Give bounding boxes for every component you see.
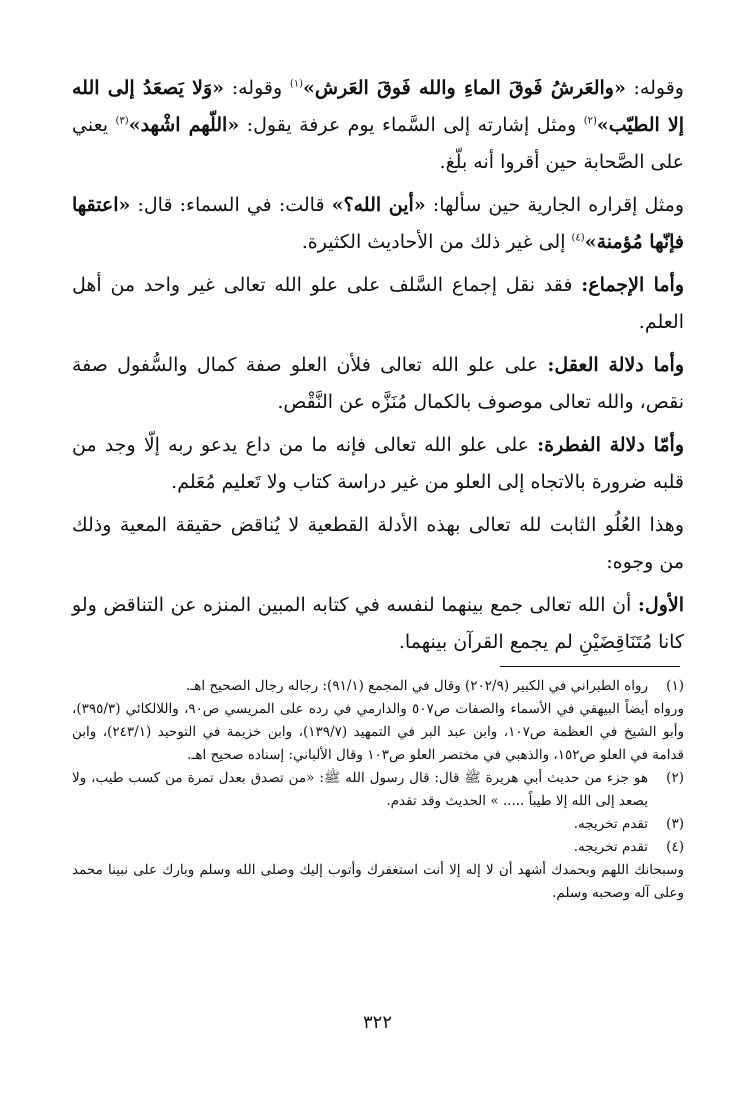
paragraph-2: ومثل إقراره الجارية حين سألها: «أين الله؟» قالت: في السماء: قال: «اعتقها فإنّها مُؤمنة»$^{(٤)}$ إلى غير ذلك من الأحاديث الكثيرة. bbox=[72, 194, 685, 253]
footnote-number: (٢) bbox=[666, 770, 684, 786]
footnote-1: (١) رواه الطبراني في الكبير (٢٠٢/٩) وقال في المجمع (٩١/١): رجاله رجال الصحيح اهـ. bbox=[72, 675, 684, 698]
paragraph-ijma: وأما الإجماع: فقد نقل إجماع السَّلف على علو الله تعالى غير واحد من أهل العلم. bbox=[72, 274, 684, 333]
footnotes bbox=[72, 675, 684, 905]
hadith-quote: «والعَرشُ فَوقَ الماءِ والله فَوقَ العَرش» bbox=[303, 77, 626, 99]
paragraph-aql: وأما دلالة العقل: على علو الله تعالى فلأن العلو صفة كمال والسُّفول صفة نقص، والله تعالى موصوف بالكمال مُنَزَّه عن النَّقْص. bbox=[72, 354, 685, 413]
paragraph-1: وقوله: «والعَرشُ فَوقَ الماءِ والله فَوقَ العَرش»$^{(١)}$ وقوله: «وَلا يَصعَدُ إلى الله إلا الطيّب»$^{(٢)}$ ومثل إشارته إلى السَّماء يوم عرفة يقول: «اللّهم اشْهد»$^{(٣)}$ يعني على الصَّحابة حين أقروا أنه بلّغ. bbox=[72, 77, 684, 173]
footnote-number: (٣) bbox=[666, 816, 684, 832]
footnote-ref[interactable]: (١) bbox=[289, 78, 304, 90]
footnote-ref[interactable]: (٢) bbox=[583, 115, 597, 127]
footnote-number: (١) bbox=[666, 678, 684, 694]
main-text bbox=[72, 70, 684, 667]
section-heading: وأما دلالة العقل: bbox=[547, 354, 685, 376]
paragraph-6: وهذا العُلُو الثابت لله تعالى بهذه الأدلة القطعية لا يُناقض حقيقة المعية وذلك من وجوه: bbox=[72, 514, 684, 573]
section-heading: الأول: bbox=[637, 594, 684, 616]
footnote-4: (٤) تقدم تخريجه. bbox=[72, 836, 684, 859]
closing-supplication: وسبحانك اللهم وبحمدك أشهد أن لا إله إلا أنت استغفرك وأتوب إليك وصلى الله وسلم وبارك على نبينا محمد وعلى آله وصحبه وسلم. bbox=[72, 862, 684, 901]
hadith-quote: «اللّهم اشْهد» bbox=[128, 114, 240, 136]
hadith-quote: «اعتقها فإنّها مُؤمنة» bbox=[72, 194, 684, 253]
footnote-ref[interactable]: (٤) bbox=[571, 232, 585, 244]
hadith-quote: «وَلا يَصعَدُ إلى الله إلا الطيّب» bbox=[72, 77, 684, 136]
paragraph-7: الأول: أن الله تعالى جمع بينهما لنفسه في كتابه المبين المنزه عن التناقض ولو كانا مُتَنَاقِضَيْنِ لم يجمع القرآن بينهما. bbox=[72, 594, 684, 653]
footnote-divider bbox=[500, 666, 680, 667]
footnote-3: (٣) تقدم تخريجه. bbox=[72, 813, 684, 836]
section-heading: وأما الإجماع: bbox=[581, 274, 684, 296]
page-number: ٣٢٢ bbox=[362, 1012, 392, 1033]
hadith-quote: «أين الله؟» bbox=[331, 194, 426, 216]
paragraph-fitra: وأمّا دلالة الفطرة: على علو الله تعالى فإنه ما من داع يدعو ربه إلّا وجد من قلبه ضرورة بالاتجاه إلى العلو من غير دراسة كتاب ولا تَعليم مُعَلم. bbox=[72, 434, 685, 493]
footnote-1-continuation: ورواه أيضاً البيهقي في الأسماء والصفات ص٥٠٧ والدارمي في رده على المريسي ص٩٠، واللالكائي (٣٩٥/٣)، وأبو الشيخ في العظمة ص١٠٧، وابن عبد البر في التمهيد (١٣٩/٧)، وابن خزيمة في التوحيد (٢٤٣/١)، وابن قدامة في العلو ص١٥٢، والذهبي في مختصر العلو ص١٠٣ وقال الألباني: إسناده صحيح اهـ. bbox=[72, 701, 684, 763]
section-heading: وأمّا دلالة الفطرة: bbox=[537, 434, 685, 456]
footnote-2: (٢) هو جزء من حديث أبي هريرة ﷺ قال: قال رسول الله ﷺ: «من تصدق بعدل تمرة من كسب طيب، ولا يصعد إلى الله إلا طيباً ..... » الحديث وقد تقدم. bbox=[72, 767, 684, 813]
footnote-ref[interactable]: (٣) bbox=[115, 115, 129, 127]
footnote-number: (٤) bbox=[666, 839, 684, 855]
